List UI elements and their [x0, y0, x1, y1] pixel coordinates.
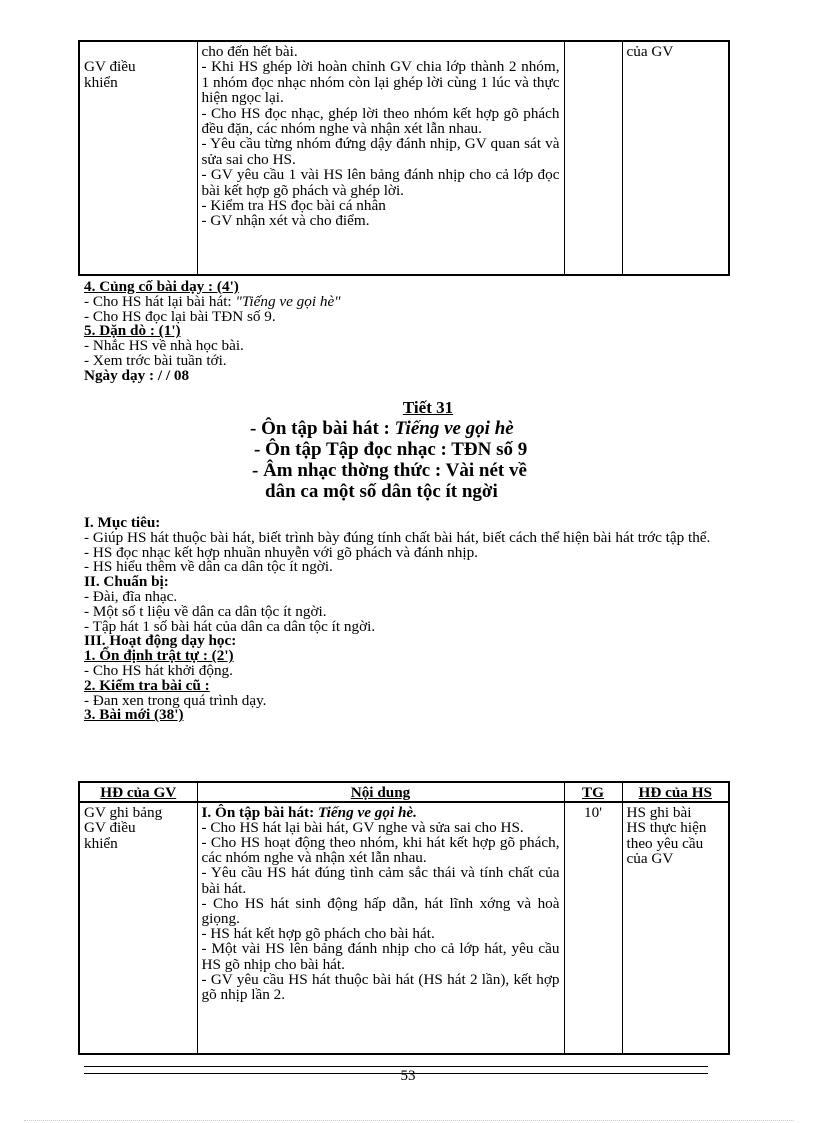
content-line: - HS hát kết hợp gõ phách cho bài hát. [201, 925, 435, 943]
objective-item: - HS hiểu thêm về dân ca dân tộc ít ngời. [84, 558, 333, 576]
preparation-item: - Đài, đĩa nhạc. [84, 587, 178, 605]
section-review [84, 280, 341, 384]
cell-line: của GV [626, 850, 674, 867]
table-row [79, 41, 729, 275]
table-row [79, 802, 729, 1054]
text: I. Ôn tập bài hát: [201, 803, 318, 821]
content-line: - GV yêu cầu 1 vài HS lên bảng đánh nhịp cho cả lớp đọc bài kết hợp gõ phách và ghép lời. [201, 166, 560, 199]
subsection-heading: 2. Kiểm tra bài cũ : [84, 676, 210, 694]
lesson-title-line [250, 418, 514, 439]
lesson-number: Tiết 31 [402, 398, 454, 417]
content-cell [197, 41, 564, 275]
content-line: - Kiểm tra HS đọc bài cá nhân [201, 197, 386, 215]
lesson-title-line: - Âm nhạc thờng thức : Vài nét về [252, 460, 527, 481]
cell-line: GV ghi bảng [84, 803, 163, 821]
text: - Ôn tập bài hát : [250, 418, 395, 439]
text: - Cho HS hát lại bài hát: [84, 292, 236, 310]
section-heading: I. Mục tiêu: [84, 514, 161, 531]
content-line: - Một vài HS lên bảng đánh nhịp cho cả lớp hát, yêu cầu HS gõ nhịp cho bài hát. [201, 940, 560, 973]
content-title [202, 805, 560, 820]
page-edge [24, 1120, 794, 1121]
content-line: - Cho HS đọc nhạc, ghép lời theo nhóm kết hợp gõ phách đều đặn, các nhóm nghe và nhận xét lẫn nhau. [201, 104, 560, 138]
song-title: Tiếng ve gọi hè. [317, 803, 417, 821]
footer-divider [84, 1066, 708, 1067]
page-number: 53 [400, 1068, 416, 1084]
lesson-title-line: - Ôn tập Tập đọc nhạc : TĐN số 9 [254, 439, 528, 460]
cell-line: theo yêu cầu [626, 834, 704, 852]
student-activity-cell [622, 802, 729, 1054]
table-header-row [79, 782, 729, 802]
lesson-title-line: dân ca một số dân tộc ít ngời [265, 481, 498, 502]
objective-item: - HS đọc nhạc kết hợp nhuần nhuyễn với gõ phách và đánh nhịp. [84, 543, 478, 561]
column-header: HĐ của HS [622, 782, 729, 802]
subsection-heading: 1. Ổn định trật tự : (2') [84, 647, 234, 665]
cell-line: khiển [84, 73, 118, 91]
cell-line: HS ghi bài [626, 803, 692, 821]
homework-line: - Xem trớc bài tuần tới. [84, 351, 227, 369]
date-line: Ngày dạy : / / 08 [84, 366, 190, 384]
objectives-section [84, 516, 734, 723]
activity-line: - Cho HS hát khởi động. [84, 661, 233, 679]
column-header: HĐ của GV [79, 782, 197, 802]
objective-item: - Giúp HS hát thuộc bài hát, biết trình bày đúng tính chất bài hát, biết cách thể hiện bài hát trớc tập thể. [84, 528, 711, 546]
cell-line: HS thực hiện [626, 819, 707, 836]
content-line: - Cho HS hát lại bài hát, GV nghe và sửa sai cho HS. [201, 818, 524, 836]
content-cell [197, 802, 564, 1054]
time-cell [564, 41, 622, 275]
content-line: - Cho HS hoạt động theo nhóm, khi hát kết hợp gõ phách, các nhóm nghe và nhận xét lẫn nhau. [201, 833, 560, 867]
section-heading: 4. Củng cố bài dạy : (4') [84, 278, 239, 295]
cell-line: GV điều [84, 819, 136, 836]
subsection-heading: 3. Bài mới (38') [84, 706, 184, 724]
activity-table [78, 781, 730, 1055]
cell-line: khiển [84, 834, 118, 852]
content-line: - Khi HS ghép lời hoàn chỉnh GV chia lớp thành 2 nhóm, 1 nhóm đọc nhạc nhóm còn lại ghép lời cùng 1 lúc và thực hiện ngọc lại. [201, 58, 560, 107]
content-line: - Yêu cầu từng nhóm đứng dậy đánh nhịp, GV quan sát và sửa sai cho HS. [201, 135, 560, 168]
activity-line: - Đan xen trong quá trình dạy. [84, 691, 267, 709]
homework-line: - Nhắc HS về nhà học bài. [84, 337, 244, 355]
time-cell: 10' [564, 802, 622, 1054]
activity-table-continued [78, 40, 730, 276]
teacher-activity-cell [79, 41, 197, 275]
section-heading: 5. Dặn dò : (1') [84, 322, 181, 340]
cell-line: GV điều [84, 58, 136, 75]
content-line: cho đến hết bài. [201, 43, 298, 60]
content-line: - GV yêu cầu HS hát thuộc bài hát (HS hát 2 lần), kết hợp gõ nhịp lần 2. [201, 970, 560, 1003]
preparation-item: - Một số t liệu về dân ca dân tộc ít ngời. [84, 602, 327, 620]
preparation-item: - Tập hát 1 số bài hát của dân ca dân tộc ít ngời. [84, 617, 376, 635]
content-line: - Cho HS hát sinh động hấp dẫn, hát lĩnh xớng và hoà giọng. [201, 894, 560, 927]
song-title: Tiếng ve gọi hè [394, 418, 514, 439]
song-title: "Tiếng ve gọi hè" [235, 292, 341, 310]
column-header: Nội dung [197, 782, 564, 802]
column-header: TG [564, 782, 622, 802]
section-heading: III. Hoạt động dạy học: [84, 632, 237, 650]
content-line: - Yêu cầu HS hát đúng tình cảm sắc thái và tính chất của bài hát. [201, 864, 560, 897]
review-line: - Cho HS đọc lại bài TĐN số 9. [84, 307, 276, 325]
student-activity-cell: của GV [622, 41, 729, 275]
content-line: - GV nhận xét và cho điểm. [201, 212, 370, 230]
section-heading: II. Chuẩn bị: [84, 573, 169, 591]
teacher-activity-cell [79, 802, 197, 1054]
